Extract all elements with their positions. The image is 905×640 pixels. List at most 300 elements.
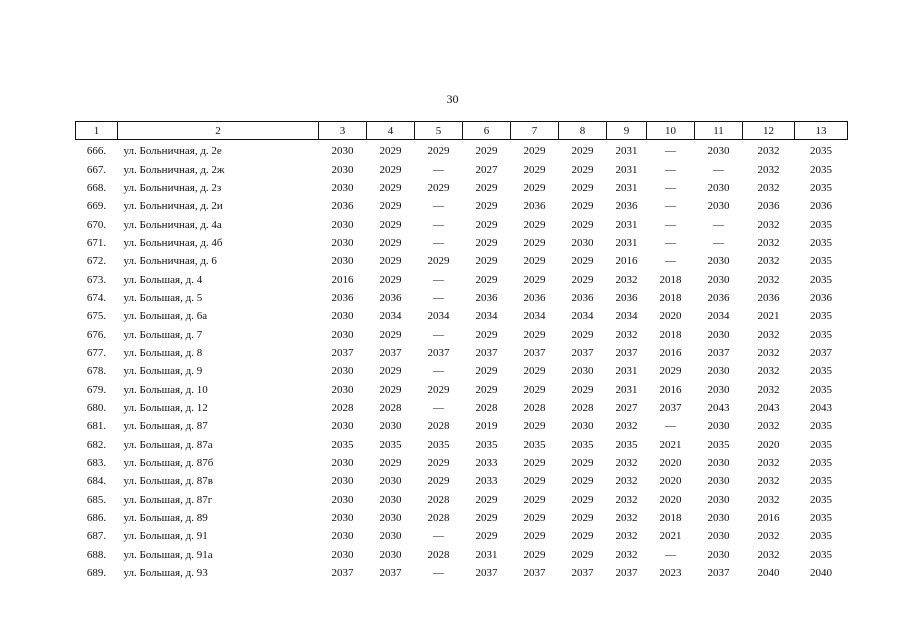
- table-row: [76, 472, 848, 490]
- year-cell: 2029: [427, 255, 450, 268]
- year-cell: 2016: [615, 255, 638, 268]
- row-number-cell: 680.: [86, 401, 107, 414]
- year-cell: 2035: [810, 493, 832, 506]
- row-number-cell: 685.: [86, 493, 107, 506]
- year-cell: 2032: [757, 548, 780, 561]
- year-cell: 2035: [810, 328, 832, 341]
- year-cell: 2030: [331, 457, 354, 470]
- year-cell: 2029: [523, 365, 546, 378]
- year-cell: 2032: [615, 420, 638, 433]
- table-row: [76, 252, 848, 270]
- year-cell: 2033: [475, 457, 498, 470]
- year-cell: 2030: [331, 420, 354, 433]
- year-cell: 2016: [659, 383, 682, 396]
- year-cell: 2029: [427, 457, 450, 470]
- year-cell: 2034: [707, 310, 730, 323]
- year-cell: 2030: [331, 145, 354, 158]
- year-cell: 2037: [659, 401, 682, 414]
- year-cell: 2029: [571, 218, 594, 231]
- year-cell: 2029: [475, 145, 498, 158]
- year-cell: —: [433, 365, 444, 378]
- table-row: [76, 417, 848, 435]
- year-cell: 2020: [659, 475, 682, 488]
- year-cell: 2037: [331, 346, 354, 359]
- year-cell: 2029: [571, 493, 594, 506]
- year-cell: 2021: [659, 438, 682, 451]
- table-row: [76, 564, 848, 582]
- year-cell: 2030: [707, 181, 730, 194]
- year-cell: 2019: [475, 420, 498, 433]
- year-cell: 2029: [475, 255, 498, 268]
- year-cell: 2032: [757, 493, 780, 506]
- year-cell: 2035: [379, 438, 402, 451]
- year-cell: 2032: [757, 328, 780, 341]
- table-row: [76, 546, 848, 564]
- row-number-cell: 666.: [86, 145, 107, 158]
- year-cell: —: [665, 255, 676, 268]
- year-cell: 2018: [659, 328, 682, 341]
- year-cell: 2030: [707, 530, 730, 543]
- year-cell: 2029: [571, 328, 594, 341]
- year-cell: 2035: [615, 438, 638, 451]
- row-number-cell: 674.: [86, 291, 107, 304]
- year-cell: 2037: [571, 567, 594, 580]
- year-cell: 2029: [475, 530, 498, 543]
- year-cell: 2030: [331, 512, 354, 525]
- year-cell: 2029: [523, 512, 546, 525]
- header-cell-col-13: 13: [795, 122, 848, 140]
- year-cell: 2029: [427, 145, 450, 158]
- year-cell: 2030: [331, 328, 354, 341]
- year-cell: 2029: [571, 457, 594, 470]
- year-cell: 2030: [707, 383, 730, 396]
- year-cell: 2029: [571, 163, 594, 176]
- header-cell-col-6: 6: [463, 122, 511, 140]
- year-cell: —: [713, 163, 724, 176]
- row-number-cell: 667.: [86, 163, 107, 176]
- table-row: [76, 270, 848, 288]
- table-row: [76, 399, 848, 417]
- year-cell: 2030: [707, 365, 730, 378]
- year-cell: 2030: [707, 200, 730, 213]
- year-cell: 2028: [427, 548, 450, 561]
- address-cell: ул. Большая, д. 4: [123, 273, 203, 286]
- header-cell-col-2: 2: [118, 122, 319, 140]
- year-cell: —: [433, 163, 444, 176]
- year-cell: 2020: [659, 457, 682, 470]
- year-cell: 2034: [427, 310, 450, 323]
- year-cell: 2034: [523, 310, 546, 323]
- year-cell: 2032: [757, 346, 780, 359]
- year-cell: 2032: [615, 475, 638, 488]
- year-cell: 2030: [379, 475, 402, 488]
- year-cell: 2030: [331, 383, 354, 396]
- row-number-cell: 681.: [86, 420, 107, 433]
- year-cell: 2029: [523, 493, 546, 506]
- year-cell: 2030: [331, 218, 354, 231]
- year-cell: 2037: [475, 567, 498, 580]
- header-row: [76, 122, 848, 140]
- year-cell: 2030: [707, 273, 730, 286]
- year-cell: 2032: [757, 383, 780, 396]
- year-cell: 2016: [659, 346, 682, 359]
- address-cell: ул. Большая, д. 89: [123, 512, 208, 525]
- year-cell: 2029: [475, 328, 498, 341]
- year-cell: 2035: [810, 310, 832, 323]
- year-cell: 2029: [571, 145, 594, 158]
- header-cell-col-8: 8: [559, 122, 607, 140]
- year-cell: 2032: [615, 273, 638, 286]
- year-cell: 2029: [571, 512, 594, 525]
- year-cell: 2028: [523, 401, 546, 414]
- table-row: [76, 160, 848, 178]
- header-cell-col-1: 1: [76, 122, 118, 140]
- year-cell: 2029: [475, 365, 498, 378]
- year-cell: —: [433, 291, 444, 304]
- year-cell: 2029: [523, 420, 546, 433]
- year-cell: —: [433, 567, 444, 580]
- year-cell: 2029: [379, 200, 402, 213]
- year-cell: 2037: [379, 567, 402, 580]
- year-cell: 2035: [810, 255, 832, 268]
- table-row: [76, 344, 848, 362]
- address-cell: ул. Больничная, д. 2и: [123, 200, 223, 213]
- year-cell: 2036: [757, 291, 780, 304]
- year-cell: 2021: [757, 310, 780, 323]
- address-cell: ул. Большая, д. 93: [123, 567, 208, 580]
- year-cell: 2032: [615, 328, 638, 341]
- year-cell: 2029: [523, 273, 546, 286]
- year-cell: 2029: [523, 383, 546, 396]
- year-cell: 2029: [523, 530, 546, 543]
- year-cell: 2031: [615, 163, 638, 176]
- year-cell: 2029: [571, 181, 594, 194]
- address-cell: ул. Больничная, д. 4а: [123, 218, 222, 231]
- year-cell: —: [665, 200, 676, 213]
- year-cell: 2028: [571, 401, 594, 414]
- year-cell: 2035: [810, 218, 832, 231]
- year-cell: 2035: [810, 530, 832, 543]
- year-cell: 2030: [331, 475, 354, 488]
- row-number-cell: 687.: [86, 530, 107, 543]
- row-number-cell: 686.: [86, 512, 107, 525]
- year-cell: —: [433, 401, 444, 414]
- year-cell: —: [665, 181, 676, 194]
- year-cell: 2043: [707, 401, 730, 414]
- year-cell: 2032: [757, 218, 780, 231]
- year-cell: 2036: [523, 291, 546, 304]
- year-cell: 2030: [331, 365, 354, 378]
- year-cell: 2029: [571, 200, 594, 213]
- year-cell: 2032: [757, 365, 780, 378]
- year-cell: 2032: [757, 457, 780, 470]
- year-cell: 2037: [707, 346, 730, 359]
- row-number-cell: 689.: [86, 567, 107, 580]
- year-cell: 2030: [707, 145, 730, 158]
- year-cell: 2029: [379, 163, 402, 176]
- table-row: [76, 140, 848, 161]
- year-cell: —: [665, 218, 676, 231]
- header-cell-col-7: 7: [511, 122, 559, 140]
- year-cell: 2023: [659, 567, 682, 580]
- year-cell: 2029: [475, 236, 498, 249]
- year-cell: 2030: [331, 548, 354, 561]
- row-number-cell: 678.: [86, 365, 107, 378]
- year-cell: —: [713, 218, 724, 231]
- year-cell: 2029: [523, 181, 546, 194]
- year-cell: 2030: [379, 512, 402, 525]
- row-number-cell: 688.: [86, 548, 107, 561]
- year-cell: 2032: [757, 420, 780, 433]
- year-cell: 2035: [475, 438, 498, 451]
- year-cell: 2032: [615, 530, 638, 543]
- year-cell: 2029: [427, 383, 450, 396]
- year-cell: 2036: [615, 291, 638, 304]
- table-row: [76, 509, 848, 527]
- year-cell: —: [433, 328, 444, 341]
- year-cell: 2032: [757, 163, 780, 176]
- year-cell: —: [665, 163, 676, 176]
- year-cell: 2034: [571, 310, 594, 323]
- address-cell: ул. Большая, д. 87: [123, 420, 208, 433]
- year-cell: 2029: [475, 200, 498, 213]
- year-cell: 2030: [331, 236, 354, 249]
- year-cell: 2028: [379, 401, 402, 414]
- year-cell: 2016: [331, 273, 354, 286]
- year-cell: 2018: [659, 512, 682, 525]
- row-number-cell: 669.: [86, 200, 107, 213]
- year-cell: 2037: [707, 567, 730, 580]
- year-cell: 2030: [707, 548, 730, 561]
- year-cell: 2020: [659, 310, 682, 323]
- year-cell: 2036: [379, 291, 402, 304]
- year-cell: 2029: [523, 475, 546, 488]
- year-cell: 2021: [659, 530, 682, 543]
- year-cell: 2029: [571, 383, 594, 396]
- year-cell: 2029: [427, 181, 450, 194]
- table-row: [76, 436, 848, 454]
- year-cell: —: [433, 236, 444, 249]
- year-cell: 2031: [615, 383, 638, 396]
- row-number-cell: 671.: [86, 236, 107, 249]
- table-row: [76, 325, 848, 343]
- year-cell: 2030: [331, 181, 354, 194]
- table-row: [76, 527, 848, 545]
- year-cell: 2036: [331, 200, 354, 213]
- year-cell: 2029: [379, 383, 402, 396]
- row-number-cell: 677.: [86, 346, 107, 359]
- header-cell-col-4: 4: [367, 122, 415, 140]
- row-number-cell: 670.: [86, 218, 107, 231]
- year-cell: 2029: [523, 255, 546, 268]
- year-cell: 2030: [707, 493, 730, 506]
- address-cell: ул. Большая, д. 87в: [123, 475, 213, 488]
- year-cell: 2035: [810, 548, 832, 561]
- table-row: [76, 289, 848, 307]
- year-cell: 2018: [659, 273, 682, 286]
- year-cell: 2030: [331, 530, 354, 543]
- year-cell: 2032: [615, 493, 638, 506]
- table-row: [76, 454, 848, 472]
- table-row: [76, 215, 848, 233]
- table-row: [76, 234, 848, 252]
- address-cell: ул. Больничная, д. 4б: [123, 236, 223, 249]
- address-cell: ул. Большая, д. 9: [123, 365, 203, 378]
- table-row: [76, 197, 848, 215]
- row-number-cell: 668.: [86, 181, 107, 194]
- address-cell: ул. Большая, д. 87а: [123, 438, 213, 451]
- year-cell: 2043: [757, 401, 780, 414]
- page-number: 30: [446, 92, 459, 106]
- year-cell: 2035: [810, 383, 832, 396]
- year-cell: —: [433, 218, 444, 231]
- address-cell: ул. Большая, д. 87б: [123, 457, 214, 470]
- year-cell: 2036: [810, 291, 832, 304]
- year-cell: 2029: [523, 548, 546, 561]
- header-cell-col-9: 9: [607, 122, 647, 140]
- address-cell: ул. Большая, д. 8: [123, 346, 203, 359]
- year-cell: 2030: [707, 420, 730, 433]
- year-cell: 2029: [523, 218, 546, 231]
- table-header: [76, 122, 848, 140]
- year-cell: 2030: [379, 530, 402, 543]
- year-cell: 2040: [810, 567, 832, 580]
- year-cell: 2035: [810, 512, 832, 525]
- year-cell: 2035: [707, 438, 730, 451]
- year-cell: —: [713, 236, 724, 249]
- year-cell: 2029: [523, 328, 546, 341]
- year-cell: 2020: [757, 438, 780, 451]
- year-cell: 2037: [475, 346, 498, 359]
- year-cell: 2036: [707, 291, 730, 304]
- address-cell: ул. Большая, д. 6а: [123, 310, 208, 323]
- year-cell: 2030: [379, 493, 402, 506]
- year-cell: 2029: [475, 218, 498, 231]
- year-cell: 2029: [379, 255, 402, 268]
- year-cell: 2035: [810, 181, 832, 194]
- year-cell: 2037: [331, 567, 354, 580]
- row-number-cell: 673.: [86, 273, 107, 286]
- year-cell: 2032: [757, 181, 780, 194]
- year-cell: 2043: [810, 401, 832, 414]
- year-cell: 2036: [615, 200, 638, 213]
- year-cell: 2030: [571, 420, 594, 433]
- year-cell: 2032: [615, 548, 638, 561]
- year-cell: 2037: [427, 346, 450, 359]
- year-cell: 2036: [757, 200, 780, 213]
- year-cell: 2035: [523, 438, 546, 451]
- year-cell: 2034: [615, 310, 638, 323]
- year-cell: 2030: [331, 255, 354, 268]
- year-cell: 2030: [379, 548, 402, 561]
- table-row: [76, 307, 848, 325]
- year-cell: 2033: [475, 475, 498, 488]
- year-cell: 2030: [331, 310, 354, 323]
- year-cell: 2029: [379, 181, 402, 194]
- year-cell: 2029: [475, 273, 498, 286]
- year-cell: 2030: [571, 365, 594, 378]
- year-cell: 2029: [379, 328, 402, 341]
- year-cell: 2037: [615, 346, 638, 359]
- table-row: [76, 491, 848, 509]
- year-cell: 2035: [571, 438, 594, 451]
- year-cell: 2035: [427, 438, 450, 451]
- year-cell: 2031: [615, 236, 638, 249]
- year-cell: 2032: [757, 236, 780, 249]
- year-cell: 2034: [475, 310, 498, 323]
- year-cell: 2037: [810, 346, 832, 359]
- year-cell: 2032: [757, 475, 780, 488]
- year-cell: 2037: [571, 346, 594, 359]
- year-cell: 2029: [571, 548, 594, 561]
- address-cell: ул. Больничная, д. 6: [123, 255, 217, 268]
- table-row: [76, 380, 848, 398]
- year-cell: 2037: [523, 346, 546, 359]
- year-cell: 2029: [379, 273, 402, 286]
- year-cell: 2029: [379, 145, 402, 158]
- year-cell: 2029: [475, 181, 498, 194]
- year-cell: —: [433, 530, 444, 543]
- year-cell: 2029: [379, 218, 402, 231]
- year-cell: 2030: [331, 163, 354, 176]
- year-cell: 2029: [571, 273, 594, 286]
- year-cell: 2035: [810, 273, 832, 286]
- year-cell: 2030: [707, 255, 730, 268]
- year-cell: 2027: [615, 401, 638, 414]
- table-body: [76, 140, 848, 583]
- year-cell: 2029: [571, 255, 594, 268]
- address-cell: ул. Большая, д. 87г: [123, 493, 213, 506]
- year-cell: 2035: [810, 438, 832, 451]
- address-cell: ул. Большая, д. 5: [123, 291, 203, 304]
- year-cell: 2032: [757, 255, 780, 268]
- year-cell: 2029: [571, 530, 594, 543]
- year-cell: 2035: [810, 145, 832, 158]
- year-cell: 2020: [659, 493, 682, 506]
- row-number-cell: 679.: [86, 383, 107, 396]
- year-cell: 2016: [757, 512, 780, 525]
- header-cell-col-3: 3: [319, 122, 367, 140]
- table-row: [76, 362, 848, 380]
- header-cell-col-5: 5: [415, 122, 463, 140]
- year-cell: 2028: [331, 401, 354, 414]
- row-number-cell: 684.: [86, 475, 107, 488]
- year-cell: 2028: [427, 512, 450, 525]
- header-cell-col-11: 11: [695, 122, 743, 140]
- row-number-cell: 675.: [86, 310, 107, 323]
- year-cell: 2037: [379, 346, 402, 359]
- row-number-cell: 676.: [86, 328, 107, 341]
- year-cell: 2036: [523, 200, 546, 213]
- year-cell: 2040: [757, 567, 780, 580]
- year-cell: 2029: [523, 145, 546, 158]
- year-cell: 2030: [707, 328, 730, 341]
- year-cell: 2029: [475, 383, 498, 396]
- table-row: [76, 179, 848, 197]
- address-cell: ул. Большая, д. 91а: [123, 548, 213, 561]
- year-cell: 2031: [475, 548, 498, 561]
- year-cell: 2029: [475, 493, 498, 506]
- year-cell: 2035: [810, 236, 832, 249]
- year-cell: 2035: [810, 475, 832, 488]
- year-cell: 2030: [707, 512, 730, 525]
- year-cell: 2029: [523, 457, 546, 470]
- year-cell: 2027: [475, 163, 498, 176]
- year-cell: —: [665, 548, 676, 561]
- year-cell: 2029: [427, 475, 450, 488]
- row-number-cell: 683.: [86, 457, 107, 470]
- header-cell-col-10: 10: [647, 122, 695, 140]
